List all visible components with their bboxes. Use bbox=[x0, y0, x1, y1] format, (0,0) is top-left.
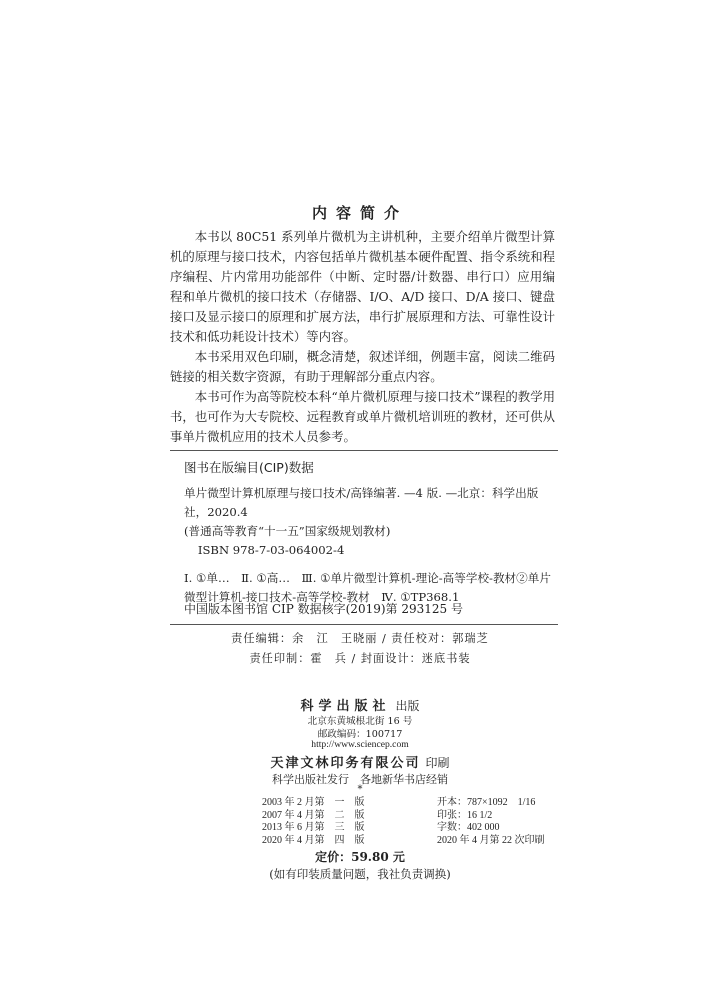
imprint-edition: 2013 年 6 月第 三 版 bbox=[262, 822, 365, 833]
imprint-info: 字数：402 000 bbox=[437, 822, 500, 833]
publisher-name: 科学出版社 bbox=[300, 699, 391, 714]
summary-text bbox=[170, 227, 555, 447]
imprint-edition: 2007 年 4 月第 二 版 bbox=[262, 809, 365, 821]
printer-name: 天津文林印务有限公司 bbox=[270, 756, 421, 771]
printer-line bbox=[0, 752, 720, 771]
distribution: 科学出版社发行 各地新华书店经销 bbox=[272, 773, 448, 786]
publisher-address: 北京东黄城根北街 16 号 bbox=[307, 716, 413, 727]
imprint-edition: 2003 年 2 月第 一 版 bbox=[262, 797, 365, 808]
imprint-edition: 2020 年 4 月第 四 版 bbox=[262, 834, 365, 846]
imprint-row bbox=[262, 797, 545, 810]
cip-isbn: ISBN 978-7-03-064002-4 bbox=[197, 543, 345, 557]
summary-paragraph: 本书采用双色印刷，概念清楚，叙述详细，例题丰富，阅读二维码链接的相关数字资源，有助于理解部分重点内容。 bbox=[170, 349, 555, 384]
cip-heading: 图书在版编目(CIP)数据 bbox=[184, 460, 314, 475]
price: 定价：59.80 元 bbox=[315, 850, 405, 864]
quality-notice: (如有印装质量问题，我社负责调换) bbox=[269, 867, 451, 881]
publisher-suffix: 出版 bbox=[395, 699, 420, 713]
credits-line: 责任印制：霍 兵 / 封面设计：迷底书装 bbox=[249, 652, 471, 665]
imprint-row bbox=[262, 822, 545, 835]
cip-line: 单片微型计算机原理与接口技术/高锋编著. —4 版. —北京：科学出版社，2020.4 bbox=[184, 486, 539, 519]
publisher-url: http://www.sciencep.com bbox=[311, 739, 409, 750]
cip-series: (普通高等教育“十一五”国家级规划教材) bbox=[184, 524, 391, 538]
imprint-table bbox=[262, 797, 545, 847]
summary-paragraph: 本书以 80C51 系列单片微机为主讲机种，主要介绍单片微型计算机的原理与接口技术，内容包括单片微机基本硬件配置、指令系统和程序编程、片内常用功能部件（中断、定时器/计数器、串行口）应用编程和单片微机的接口技术（存储器、I/O、A/D 接口、D/A 接口、键盘接口及显示接口的原理和扩展方法，串行扩展原理和方法、可靠性设计技术和低功耗设计技术）等内容。 bbox=[170, 229, 555, 344]
imprint-row bbox=[262, 835, 545, 848]
cip-body bbox=[184, 484, 554, 607]
imprint-info: 开本：787×1092 1/16 bbox=[437, 797, 536, 808]
summary-paragraph: 本书可作为高等院校本科“单片微机原理与接口技术”课程的教学用书，也可作为大专院校、远程教育或单片微机培训班的教材，还可供从事单片微机应用的技术人员参考。 bbox=[170, 389, 555, 444]
credits-line: 责任编辑：余 江 王晓丽 / 责任校对：郭瑞芝 bbox=[231, 632, 489, 645]
cip-bottom-rule bbox=[170, 624, 558, 625]
cip-subjects: Ⅰ. ①单… Ⅱ. ①高… Ⅲ. ①单片微型计算机-理论-高等学校-教材②单片微型计算机-接口技术-高等学校-教材 Ⅳ. ①TP368.1 bbox=[184, 571, 551, 604]
publisher-line bbox=[0, 695, 720, 714]
cip-number: 中国版本图书馆 CIP 数据核字(2019)第 293125 号 bbox=[184, 602, 463, 616]
imprint-row bbox=[262, 810, 545, 823]
imprint-info: 印张：16 1/2 bbox=[437, 809, 493, 821]
cip-top-rule bbox=[170, 450, 558, 451]
printer-suffix: 印刷 bbox=[425, 756, 450, 770]
summary-title: 内容简介 bbox=[311, 204, 408, 222]
publisher-postcode: 邮政编码：100717 bbox=[317, 729, 403, 740]
separator-star: * bbox=[357, 784, 363, 795]
imprint-info: 2020 年 4 月第 22 次印刷 bbox=[437, 834, 545, 846]
